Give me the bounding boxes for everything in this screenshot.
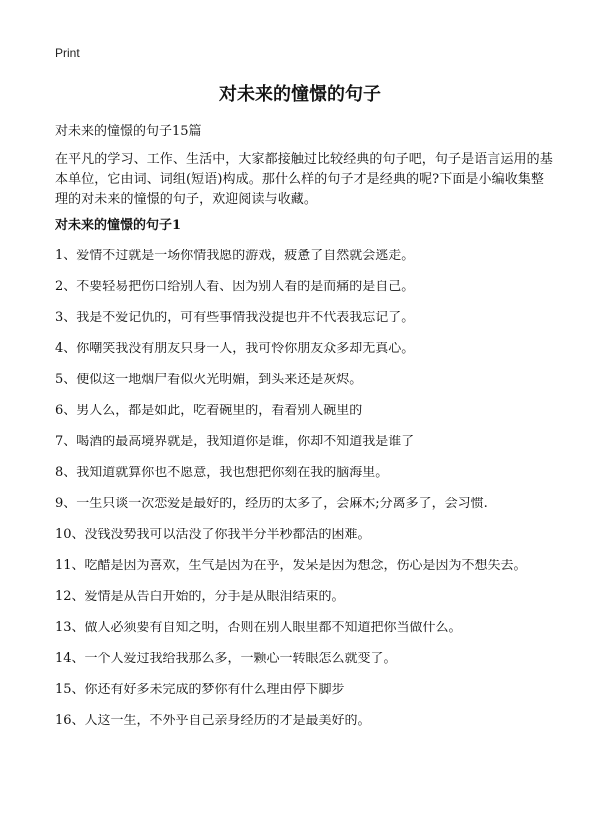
intro-paragraph: 在平凡的学习、工作、生活中，大家都接触过比较经典的句子吧，句子是语言运用的基本单位，它由词、词组(短语)构成。那什么样的句子才是经典的呢?下面是小编收集整理的对未来的憧憬的句子，欢迎阅读与收藏。	[55, 152, 553, 207]
list-item: 5、便似这一地烟尸看似火光明媚，到头来还是灰烬。	[55, 373, 363, 387]
list-item: 2、不要轻易把伤口给别人看、因为别人看的是而痛的是自己。	[55, 280, 415, 294]
list-item: 3、我是不爱记仇的，可有些事情我没提也并不代表我忘记了。	[55, 311, 415, 325]
list-item: 10、没钱没势我可以活没了你我半分半秒都活的困难。	[55, 528, 371, 542]
list-item: 4、你嘲笑我没有朋友只身一人，我可怜你朋友众多却无真心。	[55, 342, 415, 356]
list-item: 12、爱情是从告白开始的，分手是从眼泪结束的。	[55, 590, 345, 604]
list-item: 9、一生只谈一次恋爱是最好的，经历的太多了，会麻木;分离多了，会习惯.	[55, 497, 488, 511]
list-item: 6、男人么，都是如此，吃着碗里的，看着别人碗里的	[55, 404, 363, 418]
list-item: 7、喝酒的最高境界就是，我知道你是谁，你却不知道我是谁了	[55, 435, 415, 449]
section-heading: 对未来的憧憬的句子1	[55, 218, 182, 233]
page-title: 对未来的憧憬的句子	[219, 84, 381, 105]
list-item: 1、爱情不过就是一场你情我愿的游戏，疲惫了自然就会逃走。	[55, 249, 415, 263]
print-link[interactable]: Print	[55, 46, 80, 60]
list-item: 11、吃醋是因为喜欢，生气是因为在乎，发呆是因为想念，伤心是因为不想失去。	[55, 559, 527, 573]
list-item: 8、我知道就算你也不愿意，我也想把你刻在我的脑海里。	[55, 466, 389, 480]
list-item: 15、你还有好多未完成的梦你有什么理由停下脚步	[55, 683, 345, 697]
sentence-list	[55, 249, 565, 745]
document-subtitle: 对未来的憧憬的句子15篇	[55, 124, 202, 139]
list-item: 16、人这一生，不外乎自己亲身经历的才是最美好的。	[55, 714, 371, 728]
list-item: 13、做人必须要有自知之明，否则在别人眼里都不知道把你当做什么。	[55, 621, 462, 635]
list-item: 14、一个人爱过我给我那么多，一颗心一转眼怎么就变了。	[55, 652, 397, 666]
